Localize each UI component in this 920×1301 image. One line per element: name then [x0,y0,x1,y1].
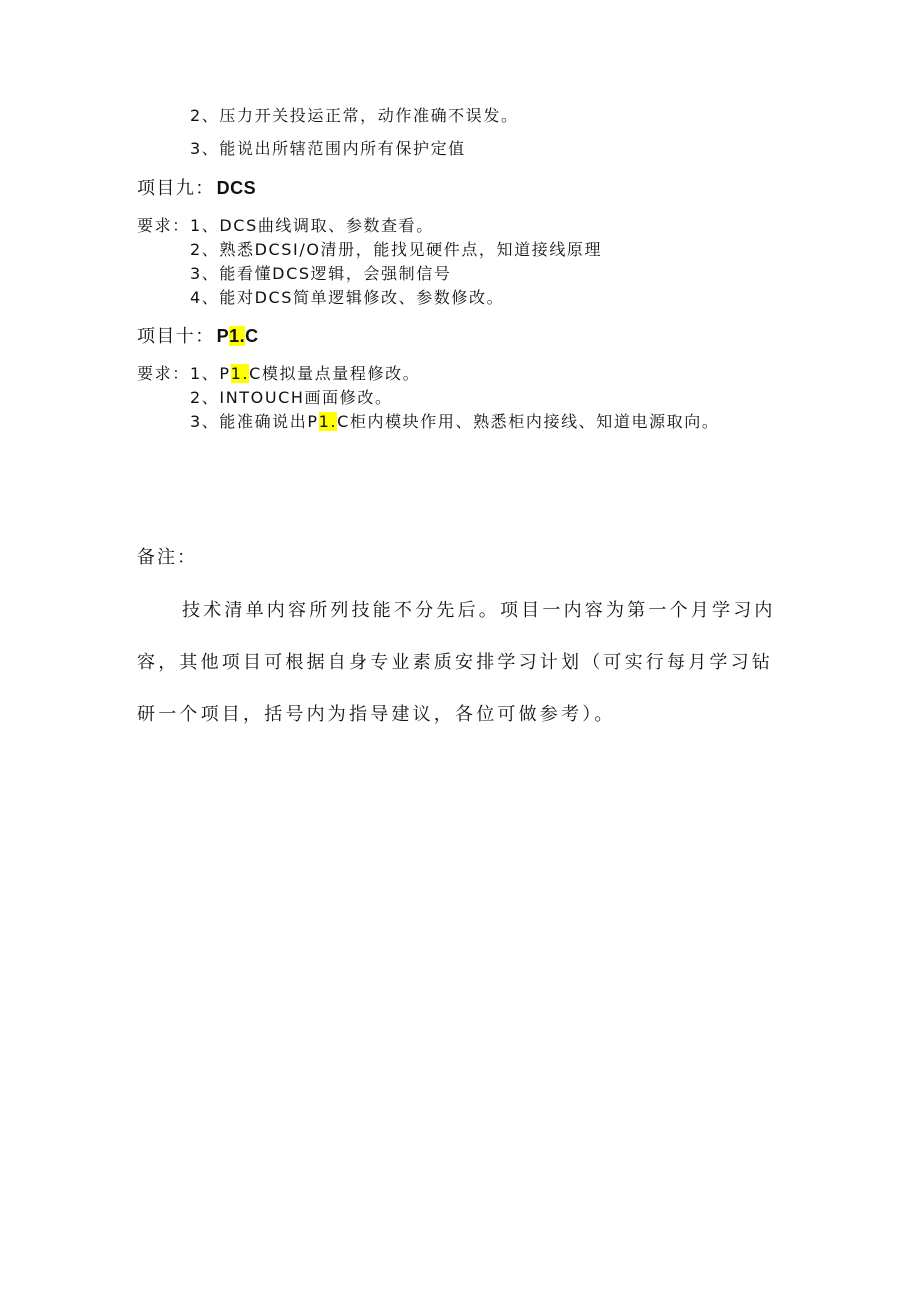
requirement-label: 要求： [137,216,190,235]
notes-paragraph-line: 容，其他项目可根据自身专业素质安排学习计划（可实行每月学习钻 [137,652,773,673]
heading-code [217,326,259,346]
list-item: 2、熟悉DCSI/O清册，能找见硬件点，知道接线原理 [190,240,603,259]
list-item: 2、压力开关投运正常，动作准确不误发。 [190,106,519,125]
section-heading-dcs [137,177,256,200]
heading-prefix: 项目十： [137,326,215,347]
text-part: C模拟量点量程修改。 [249,364,421,383]
list-item: 3、能说出所辖范围内所有保护定值 [190,139,466,158]
list-item: 4、能对DCS简单逻辑修改、参数修改。 [190,288,505,307]
text-part: C柜内模块作用、熟悉柜内接线、知道电源取向。 [337,412,720,431]
notes-title: 备注： [137,547,197,568]
heading-code-part: C [245,326,259,346]
heading-code-part: P [216,326,230,346]
list-item: 3、能看懂DCS逻辑，会强制信号 [190,264,452,283]
list-item: 1、DCS曲线调取、参数查看。 [190,216,434,235]
requirement-label: 要求： [137,364,190,383]
heading-code: DCS [216,178,257,198]
section-heading-plc [137,325,259,348]
notes-paragraph-line: 技术清单内容所列技能不分先后。项目一内容为第一个月学习内 [182,600,776,621]
list-item: 2、INTOUCH画面修改。 [190,388,393,407]
text-part: 3、能准确说出P [190,412,319,431]
heading-prefix: 项目九： [137,178,215,199]
highlight-mark: 1. [230,364,250,383]
notes-paragraph-line: 研一个项目，括号内为指导建议，各位可做参考）。 [137,704,616,725]
text-part: 1、P [190,364,231,383]
highlight-mark: 1. [229,326,246,346]
list-item [190,364,420,384]
list-item [190,412,719,432]
highlight-mark: 1. [318,412,338,431]
